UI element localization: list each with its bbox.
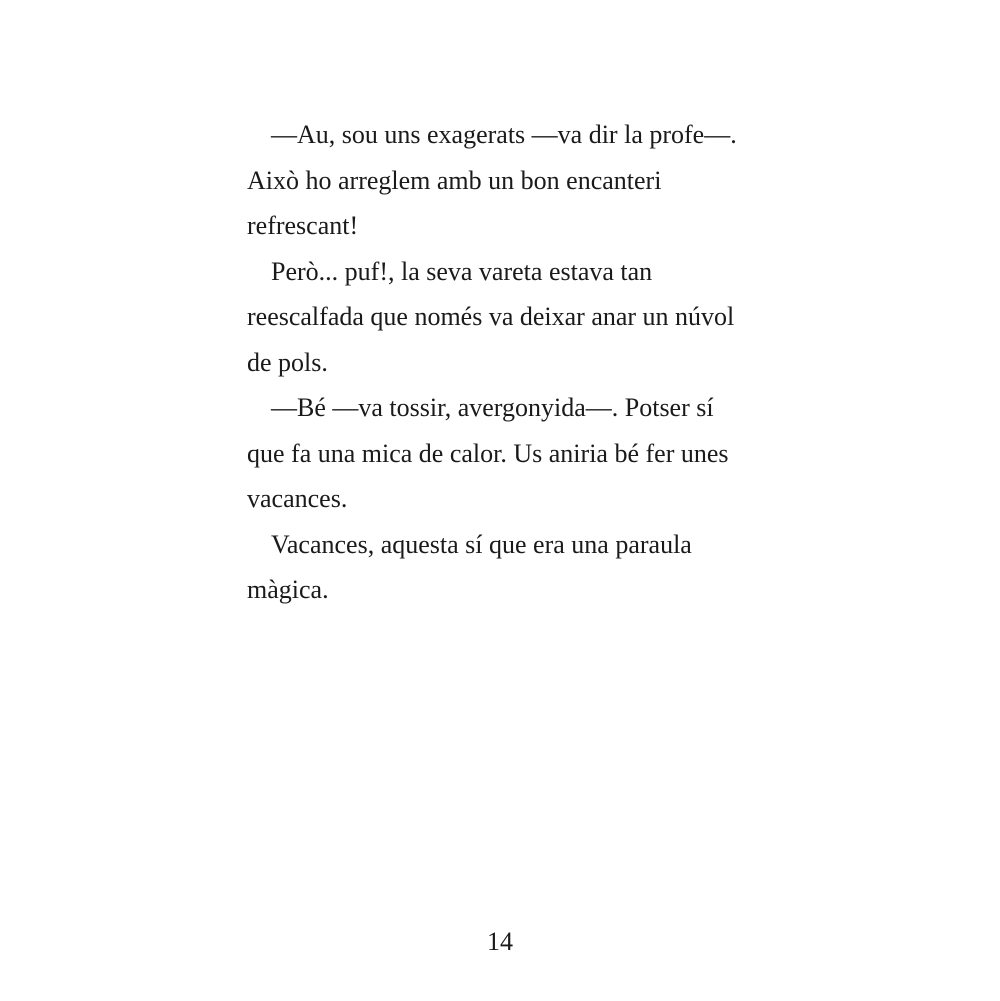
text-line: vacances. (247, 484, 348, 513)
text-line: refrescant! (247, 211, 359, 240)
body-text (247, 112, 767, 613)
paragraph (247, 112, 767, 249)
text-line: que fa una mica de calor. Us aniria bé fer unes (247, 438, 729, 468)
paragraph (247, 385, 767, 522)
page-number: 14 (487, 927, 513, 956)
paragraph (247, 249, 767, 386)
text-line: Però... puf!, la seva vareta estava tan (271, 256, 653, 286)
text-line: màgica. (247, 575, 329, 604)
paragraph (247, 522, 767, 613)
text-line: Vacances, aquesta sí que era una paraula (271, 529, 692, 559)
text-line: reescalfada que només va deixar anar un núvol (247, 302, 735, 331)
text-line: de pols. (247, 347, 328, 377)
text-line: —Au, sou uns exagerats —va dir la profe—. (271, 120, 737, 149)
text-line: Això ho arreglem amb un bon encanteri (247, 165, 662, 195)
text-line: —Bé —va tossir, avergonyida—. Potser sí (271, 393, 714, 422)
